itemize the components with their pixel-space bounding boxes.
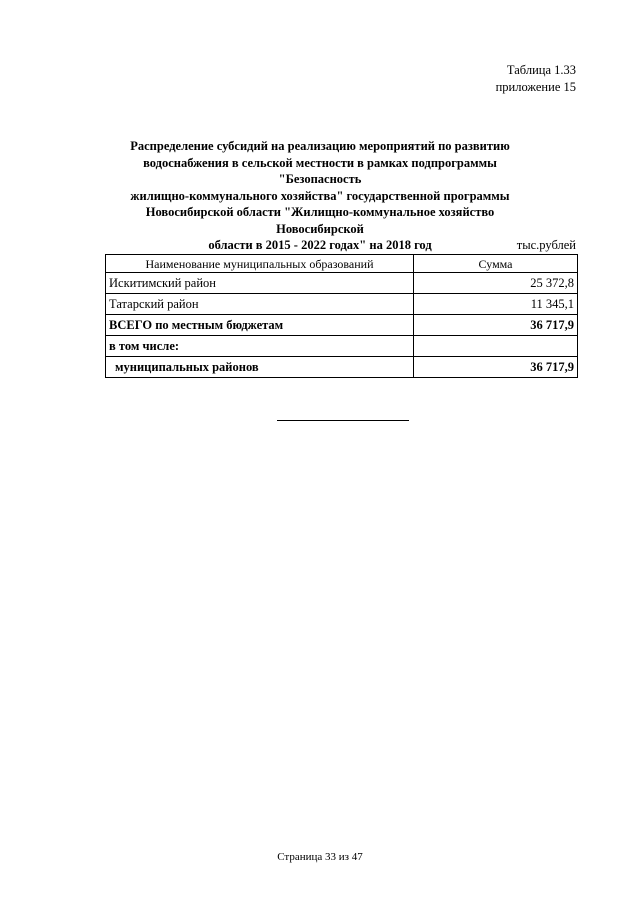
including-row	[106, 336, 578, 357]
title-line: водоснабжения в сельской местности в рамках подпрограммы "Безопасность	[143, 155, 497, 186]
empty-amount	[414, 336, 578, 357]
units-label: тыс.рублей	[516, 238, 576, 252]
total-amount: 36 717,9	[414, 315, 578, 336]
document-header	[496, 62, 576, 96]
amount: 11 345,1	[414, 294, 578, 315]
table-number: Таблица 1.33	[506, 63, 576, 77]
table-row	[106, 294, 578, 315]
appendix-label: приложение 15	[495, 80, 576, 94]
column-header-sum: Сумма	[414, 255, 578, 273]
amount: 25 372,8	[414, 273, 578, 294]
title-line: Распределение субсидий на реализацию мероприятий по развитию	[130, 139, 510, 153]
including-label: в том числе:	[106, 336, 414, 357]
title-line: жилищно-коммунального хозяйства" государственной программы	[130, 188, 510, 203]
title-line: области в 2015 - 2022 годах" на 2018 год	[208, 238, 432, 252]
table-header-row	[106, 255, 578, 273]
document-title	[110, 138, 530, 254]
total-label: ВСЕГО по местным бюджетам	[106, 315, 414, 336]
horizontal-rule	[277, 420, 409, 421]
municipality-name: Татарский район	[106, 294, 414, 315]
page-number: Страница 33 из 47	[277, 851, 363, 863]
table-row	[106, 273, 578, 294]
total-row	[106, 315, 578, 336]
subsidy-table	[105, 254, 578, 378]
municipality-name: Искитимский район	[106, 273, 414, 294]
subtotal-amount: 36 717,9	[414, 357, 578, 378]
title-line: Новосибирской области "Жилищно-коммунальное хозяйство Новосибирской	[145, 205, 495, 236]
subtotal-label: муниципальных районов	[106, 357, 414, 378]
subtotal-row	[106, 357, 578, 378]
column-header-name: Наименование муниципальных образований	[106, 255, 414, 273]
